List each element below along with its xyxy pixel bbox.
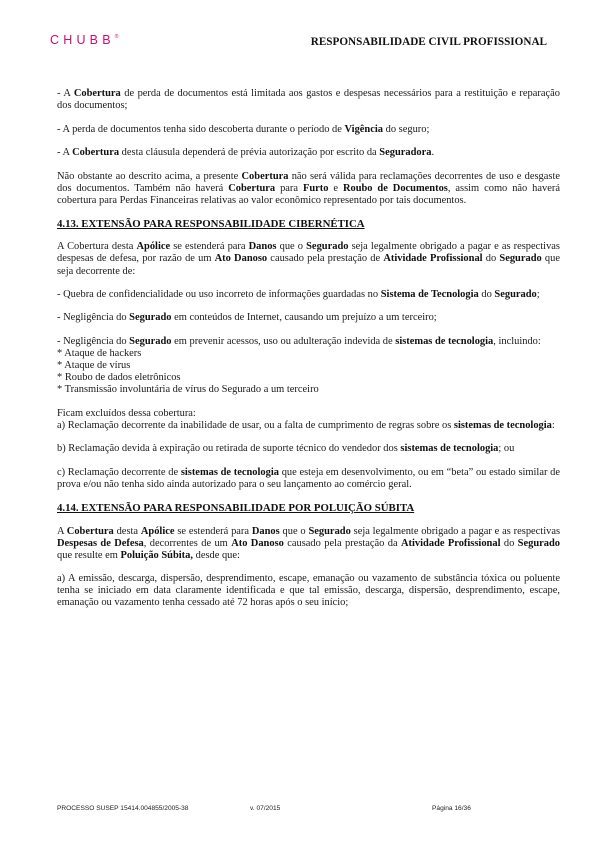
chubb-logo: CHUBB® <box>50 33 119 47</box>
exclusion-item: b) Reclamação devida à expiração ou retirada de suporte técnico do vendedor dos sistemas de tecnologia; ou <box>57 443 515 455</box>
list-item: - Quebra de confidencialidade ou uso incorreto de informações guardadas no Sistema de Tecnologia do Segurado; <box>57 288 540 300</box>
exclusion-item: c) Reclamação decorrente de sistemas de tecnologia que esteja em desenvolvimento, ou em “beta” ou estado similar de prova e/ou não tenha sido ainda autorizado para o seu lançamento ao comércio geral. <box>57 466 560 490</box>
bold-term: Segurado <box>129 312 172 324</box>
bullet-item: * Ataque de hackers <box>57 348 142 360</box>
footer-page-number: Página 16/36 <box>432 805 471 812</box>
document-body <box>57 88 560 621</box>
bold-term: Apólice <box>140 525 175 537</box>
bold-term: sistemas de tecnologia <box>400 443 499 455</box>
bold-term: sistemas de tecnologia <box>453 419 552 431</box>
bold-term: Cobertura <box>228 182 276 194</box>
bold-term: sistemas de tecnologia <box>180 466 279 478</box>
bold-term: Danos <box>251 525 280 537</box>
paragraph: A Cobertura desta Apólice se estenderá para Danos que o Segurado seja legalmente obrigado a pagar e as respectivas Despesas de Defesa, decorrentes de um Ato Danoso causado pela prestação da Atividade Profissional do Segurado que resulte em Poluição Súbita, desde que: <box>57 525 561 561</box>
bold-term: Cobertura <box>73 88 121 99</box>
bullet-item: * Transmissão involuntária de vírus do Segurado a um terceiro <box>57 384 319 396</box>
bold-term: Segurado <box>494 288 537 300</box>
bold-term: Furto <box>302 182 329 194</box>
bold-term: Cobertura <box>66 525 114 537</box>
exclusions-title: Ficam excluídos dessa cobertura: <box>57 407 196 419</box>
bold-term: Ato Danoso <box>214 253 268 265</box>
section-heading-4-13: 4.13. EXTENSÃO PARA RESPONSABILIDADE CIBERNÉTICA <box>57 218 365 231</box>
list-item: - Negligência do Segurado em conteúdos de Internet, causando um prejuízo a um terceiro; <box>57 312 437 324</box>
bold-term: Segurado <box>517 537 561 549</box>
footer-version: v. 07/2015 <box>250 805 281 812</box>
paragraph: - A Cobertura desta cláusula dependerá de prévia autorização por escrito da Seguradora. <box>57 147 435 159</box>
paragraph: A Cobertura desta Apólice se estenderá para Danos que o Segurado seja legalmente obrigado a pagar e as respectivas despesas de defesa, por razão de um Ato Danoso causado pela prestação de Atividade Profissional do Segurado que seja decorrente de: <box>57 241 560 277</box>
bold-term: Atividade Profissional <box>401 537 501 549</box>
bold-term: Apólice <box>136 241 171 253</box>
bold-term: Despesas de Defesa <box>57 537 144 549</box>
list-item: a) A emissão, descarga, dispersão, desprendimento, escape, emanação ou vazamento de substância tóxica ou poluente tenha se iniciado em data claramente identificada e que tal emissão, descarga, dispersão, desprendimento, escape, emanação ou vazamento tenha cessado até 72 horas após o seu início; <box>57 573 560 609</box>
bold-term: Segurado <box>499 253 542 265</box>
bold-term: Poluição Súbita, <box>120 549 193 561</box>
bold-term: Segurado <box>306 241 349 253</box>
bold-term: sistemas de tecnologia <box>395 335 494 347</box>
list-item: - Negligência do Segurado em prevenir acessos, uso ou adulteração indevida de sistemas de tecnologia, incluindo: <box>57 335 541 347</box>
bold-term: Cobertura <box>72 147 120 159</box>
bold-term: Sistema de Tecnologia <box>380 288 479 300</box>
page-header-title: RESPONSABILIDADE CIVIL PROFISSIONAL <box>310 36 547 48</box>
section-heading-4-14: 4.14. EXTENSÃO PARA RESPONSABILIDADE POR POLUIÇÃO SÚBITA <box>57 502 415 515</box>
footer-process-number: PROCESSO SUSEP 15414.004855/2005-38 <box>57 805 189 812</box>
bold-term: Vigência <box>344 123 383 135</box>
paragraph: - A Cobertura de perda de documentos está limitada aos gastos e despesas necessários para a restituição e reparação dos documentos; <box>57 88 560 112</box>
bold-term: Ato Danoso <box>231 537 284 549</box>
paragraph: - A perda de documentos tenha sido descoberta durante o período de Vigência do seguro; <box>57 123 430 135</box>
bold-term: Segurado <box>129 335 172 347</box>
exclusion-item: a) Reclamação decorrente da inabilidade de usar, ou a falta de cumprimento de regras sobre os sistemas de tecnologia: <box>57 419 555 431</box>
bold-term: Segurado <box>308 525 351 537</box>
paragraph: Não obstante ao descrito acima, a presente Cobertura não será válida para reclamações decorrentes de uso e desgaste dos documentos. Também não haverá Cobertura para Furto e Roubo de Documentos, assim como não haverá cobertura para Perdas Financeiras relativas ao valor econômico representado por tais documentos. <box>57 170 560 206</box>
bullet-item: * Roubo de dados eletrônicos <box>57 372 181 384</box>
bullet-item: * Ataque de vírus <box>57 360 131 372</box>
bold-term: Cobertura <box>241 170 289 182</box>
bold-term: Atividade Profissional <box>383 253 483 265</box>
bold-term: Danos <box>248 241 277 253</box>
bold-term: Seguradora <box>379 147 432 159</box>
bold-term: Roubo de Documentos <box>342 182 448 194</box>
